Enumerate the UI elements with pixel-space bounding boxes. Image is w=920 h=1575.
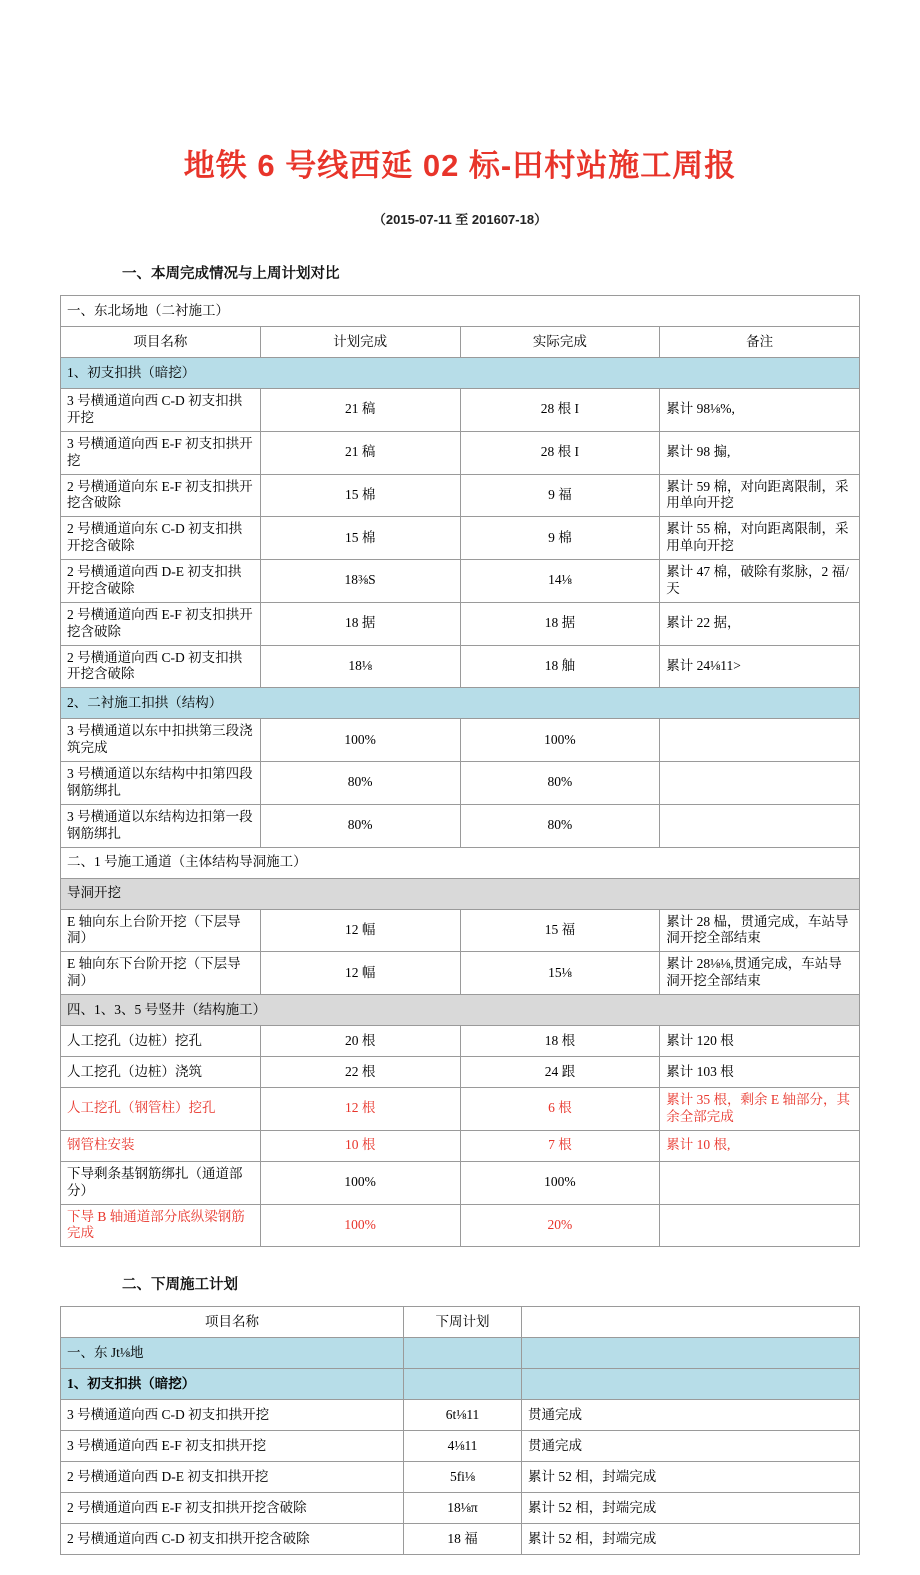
cell-actual: 80% [460, 804, 660, 847]
table-row [61, 389, 860, 432]
cell-item-name: 2 号横通道向西 C-D 初支扣拱开挖含破除 [61, 645, 261, 688]
band-label: 1、初支扣拱（暗挖） [61, 1369, 404, 1400]
cell-actual: 20% [460, 1204, 660, 1247]
cell-item-name: 钢管柱安装 [61, 1130, 261, 1161]
table-band-row [61, 1338, 860, 1369]
cell-item-name: E 轴向东下台阶开挖（下层导洞） [61, 952, 261, 995]
table-band-row [61, 878, 860, 909]
cell-note: 累计 59 棉，对向距离限制，采用单向开挖 [660, 474, 860, 517]
table-band-row [61, 688, 860, 719]
cell-actual: 100% [460, 1161, 660, 1204]
cell-note [660, 1161, 860, 1204]
band-label: 二、1 号施工通道（主体结构导洞施工） [61, 847, 860, 878]
cell-note: 累计 98 搧, [660, 431, 860, 474]
cell-note: 累计 22 据， [660, 602, 860, 645]
band-label: 导洞开挖 [61, 878, 860, 909]
cell-note: 累计 52 相，封端完成 [522, 1462, 860, 1493]
cell-note [660, 762, 860, 805]
table-row [61, 1026, 860, 1057]
table-band-row [61, 296, 860, 327]
column-header-actual: 实际完成 [460, 327, 660, 358]
table-row [61, 1400, 860, 1431]
table-row [61, 1493, 860, 1524]
cell-actual: 9 棉 [460, 517, 660, 560]
cell-actual: 18 根 [460, 1026, 660, 1057]
cell-item-name: 2 号横通道向西 E-F 初支扣拱开挖含破除 [61, 602, 261, 645]
table-header-row [61, 327, 860, 358]
cell-actual: 6 根 [460, 1088, 660, 1131]
cell-item-name: 3 号横通道向西 E-F 初支扣拱开挖 [61, 1431, 404, 1462]
table-row [61, 1130, 860, 1161]
table-band-row [61, 847, 860, 878]
cell-planned: 18 据 [260, 602, 460, 645]
table-row [61, 762, 860, 805]
cell-actual: 15⅛ [460, 952, 660, 995]
cell-next-week-plan: 5fi⅛ [404, 1462, 522, 1493]
band-label: 1、初支扣拱（暗挖） [61, 358, 860, 389]
cell-note: 累计 24⅛11> [660, 645, 860, 688]
table-row [61, 1524, 860, 1555]
cell-actual: 9 福 [460, 474, 660, 517]
cell-actual: 100% [460, 719, 660, 762]
cell-planned: 100% [260, 1161, 460, 1204]
table-row [61, 1088, 860, 1131]
cell-planned: 80% [260, 762, 460, 805]
cell-planned: 21 稿 [260, 431, 460, 474]
table-band-row [61, 995, 860, 1026]
table-row [61, 1462, 860, 1493]
cell-planned: 20 根 [260, 1026, 460, 1057]
cell-note: 累计 52 相，封端完成 [522, 1493, 860, 1524]
table-row [61, 560, 860, 603]
band-plan-cell [404, 1338, 522, 1369]
cell-planned: 22 根 [260, 1057, 460, 1088]
cell-item-name: 3 号横通道以东结构边扣第一段钢筋绑扎 [61, 804, 261, 847]
cell-planned: 12 幅 [260, 909, 460, 952]
cell-item-name: 2 号横通道向东 E-F 初支扣拱开挖含破除 [61, 474, 261, 517]
cell-note: 累计 28⅛⅛,贯通完成，车站导洞开挖全部结束 [660, 952, 860, 995]
cell-planned: 15 棉 [260, 517, 460, 560]
cell-planned: 18⅛ [260, 645, 460, 688]
table-row [61, 602, 860, 645]
cell-actual: 14⅛ [460, 560, 660, 603]
cell-actual: 28 根 I [460, 431, 660, 474]
cell-item-name: 2 号横通道向西 E-F 初支扣拱开挖含破除 [61, 1493, 404, 1524]
table-header-row [61, 1307, 860, 1338]
cell-actual: 7 根 [460, 1130, 660, 1161]
page-title: 地铁 6 号线西延 02 标-田村站施工周报 [183, 148, 737, 183]
cell-item-name: 3 号横通道向西 C-D 初支扣拱开挖 [61, 1400, 404, 1431]
cell-item-name: E 轴向东上台阶开挖（下层导洞） [61, 909, 261, 952]
cell-next-week-plan: 6t⅛11 [404, 1400, 522, 1431]
cell-note: 累计 120 根 [660, 1026, 860, 1057]
column-header-plan: 下周计划 [404, 1307, 522, 1338]
cell-note: 累计 52 相，封端完成 [522, 1524, 860, 1555]
cell-actual: 80% [460, 762, 660, 805]
column-header-name: 项目名称 [61, 1307, 404, 1338]
cell-actual: 15 福 [460, 909, 660, 952]
band-note-cell [522, 1338, 860, 1369]
cell-note: 累计 103 根 [660, 1057, 860, 1088]
cell-planned: 10 根 [260, 1130, 460, 1161]
cell-item-name: 人工挖孔（钢管柱）挖孔 [61, 1088, 261, 1131]
cell-note: 累计 98⅛%, [660, 389, 860, 432]
cell-item-name: 下导剩条基钢筋绑扎（通道部分） [61, 1161, 261, 1204]
cell-note [660, 1204, 860, 1247]
cell-actual: 18 据 [460, 602, 660, 645]
cell-note: 累计 35 根，剩余 E 轴部分，其余全部完成 [660, 1088, 860, 1131]
cell-planned: 12 幅 [260, 952, 460, 995]
cell-actual: 18 舳 [460, 645, 660, 688]
progress-comparison-table [60, 295, 860, 1247]
band-note-cell [522, 1369, 860, 1400]
cell-note [660, 804, 860, 847]
table-row [61, 431, 860, 474]
column-header-note: 备注 [660, 327, 860, 358]
cell-item-name: 3 号横通道以东中扣拱第三段浇筑完成 [61, 719, 261, 762]
cell-next-week-plan: 18 福 [404, 1524, 522, 1555]
table-row [61, 1431, 860, 1462]
cell-actual: 24 跟 [460, 1057, 660, 1088]
table-row [61, 1057, 860, 1088]
cell-item-name: 2 号横通道向西 C-D 初支扣拱开挖含破除 [61, 1524, 404, 1555]
cell-next-week-plan: 4⅛11 [404, 1431, 522, 1462]
section-heading-next-week: 二、下周施工计划 [122, 1277, 238, 1294]
column-header-note [522, 1307, 860, 1338]
table-band-row [61, 358, 860, 389]
cell-item-name: 2 号横通道向东 C-D 初支扣拱开挖含破除 [61, 517, 261, 560]
table-row [61, 645, 860, 688]
cell-item-name: 2 号横通道向西 D-E 初支扣拱开挖 [61, 1462, 404, 1493]
cell-note: 贯通完成 [522, 1431, 860, 1462]
column-header-plan: 计划完成 [260, 327, 460, 358]
cell-item-name: 3 号横通道以东结构中扣第四段钢筋绑扎 [61, 762, 261, 805]
table-row [61, 909, 860, 952]
cell-planned: 21 稿 [260, 389, 460, 432]
band-label: 四、1、3、5 号竖井（结构施工） [61, 995, 860, 1026]
cell-planned: 80% [260, 804, 460, 847]
table-row [61, 719, 860, 762]
cell-item-name: 人工挖孔（边桩）浇筑 [61, 1057, 261, 1088]
cell-item-name: 2 号横通道向西 D-E 初支扣拱开挖含破除 [61, 560, 261, 603]
cell-item-name: 3 号横通道向西 E-F 初支扣拱开挖 [61, 431, 261, 474]
cell-item-name: 下导 B 轴通道部分底纵梁钢筋完成 [61, 1204, 261, 1247]
section-heading-progress: 一、本周完成情况与上周计划对比 [122, 266, 340, 282]
cell-note: 累计 55 棉，对向距离限制，采用单向开挖 [660, 517, 860, 560]
cell-note: 累计 28 榀，贯通完成，车站导洞开挖全部结束 [660, 909, 860, 952]
table-row [61, 517, 860, 560]
table-band-row [61, 1369, 860, 1400]
table-row [61, 952, 860, 995]
cell-planned: 100% [260, 719, 460, 762]
cell-item-name: 人工挖孔（边桩）挖孔 [61, 1026, 261, 1057]
band-label: 2、二衬施工扣拱（结构） [61, 688, 860, 719]
report-date-range: （2015-07-11 至 201607-18） [372, 212, 548, 227]
column-header-name: 项目名称 [61, 327, 261, 358]
cell-note: 贯通完成 [522, 1400, 860, 1431]
table-row [61, 1204, 860, 1247]
table-row [61, 474, 860, 517]
band-plan-cell [404, 1369, 522, 1400]
band-label: 一、东 Jt⅛地 [61, 1338, 404, 1369]
cell-planned: 15 棉 [260, 474, 460, 517]
cell-actual: 28 根 I [460, 389, 660, 432]
cell-next-week-plan: 18⅛π [404, 1493, 522, 1524]
next-week-plan-table [60, 1306, 860, 1555]
table-row [61, 804, 860, 847]
cell-note: 累计 47 棉，破除有浆脉，2 福/天 [660, 560, 860, 603]
cell-item-name: 3 号横通道向西 C-D 初支扣拱开挖 [61, 389, 261, 432]
band-label: 一、东北场地（二衬施工） [61, 296, 860, 327]
table-row [61, 1161, 860, 1204]
cell-planned: 12 根 [260, 1088, 460, 1131]
cell-note [660, 719, 860, 762]
cell-planned: 18⅜S [260, 560, 460, 603]
cell-planned: 100% [260, 1204, 460, 1247]
cell-note: 累计 10 根, [660, 1130, 860, 1161]
